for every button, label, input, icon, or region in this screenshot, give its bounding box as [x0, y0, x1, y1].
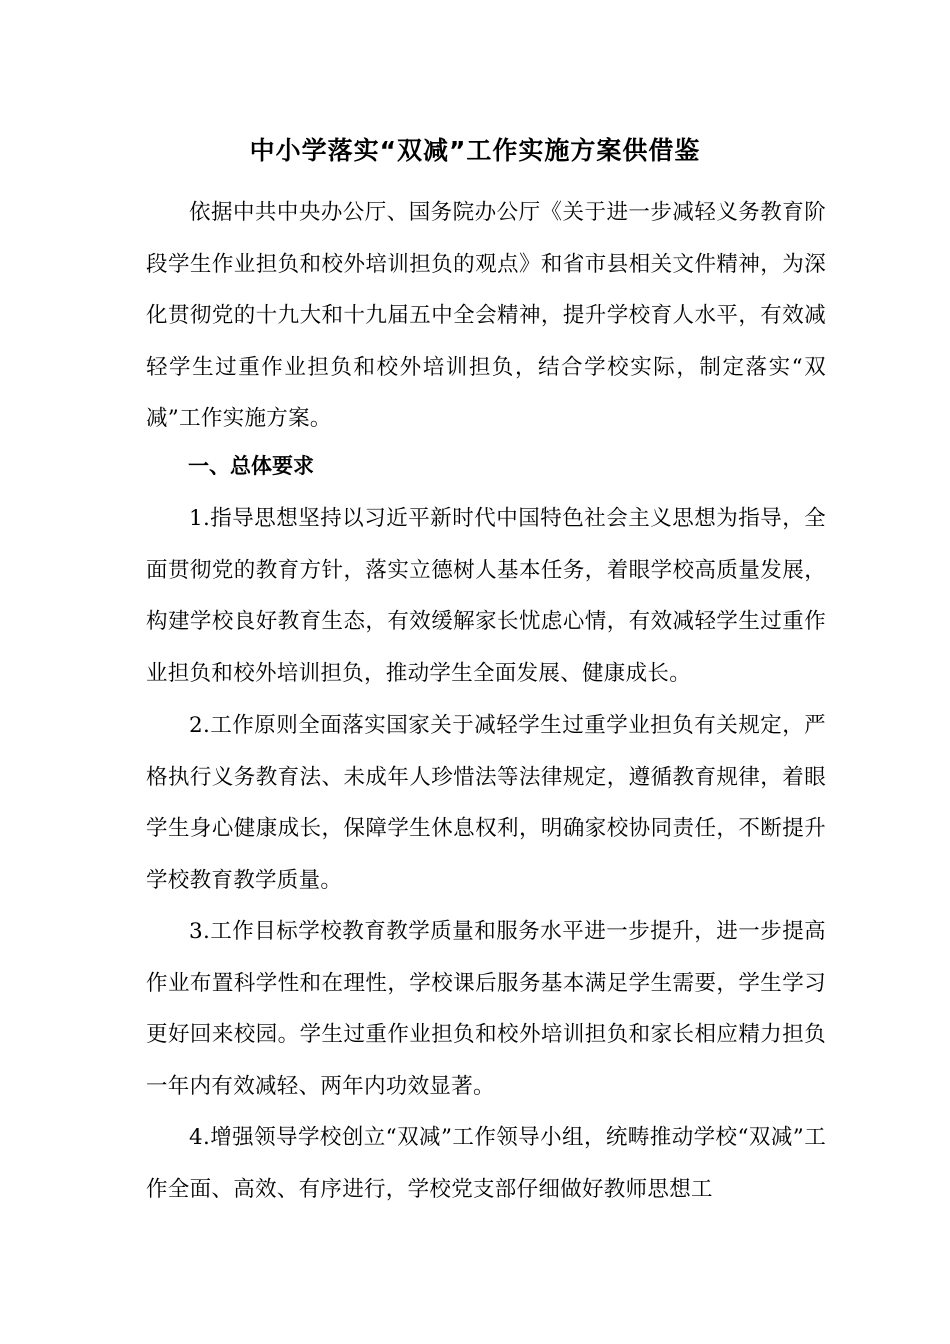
section-heading: 一、总体要求 [188, 454, 314, 478]
document-title: 中小学落实“双减”工作实施方案供借鉴 [249, 136, 701, 165]
paragraph-work-goals: 3.工作目标学校教育教学质量和服务水平进一步提升，进一步提高作业布置科学性和在理性，学校课后服务基本满足学生需要，学生学习更好回来校园。学生过重作业担负和校外培训担负和家长相应精力担负一年内有效减轻、两年内功效显著。 [146, 919, 826, 1099]
paragraph-work-principles: 2.工作原则全面落实国家关于减轻学生过重学业担负有关规定，严格执行义务教育法、未成年人珍惜法等法律规定，遵循教育规律，着眼学生身心健康成长，保障学生休息权利，明确家校协同责任，不断提升学校教育教学质量。 [146, 713, 826, 893]
paragraph-leadership: 4.增强领导学校创立“双减”工作领导小组，统畴推动学校“双减”工作全面、高效、有序进行，学校党支部仔细做好教师思想工 [146, 1125, 826, 1202]
intro-paragraph: 依据中共中央办公厅、国务院办公厅《关于进一步减轻义务教育阶段学生作业担负和校外培训担负的观点》和省市县相关文件精神，为深化贯彻党的十九大和十九届五中全会精神，提升学校育人水平，有效减轻学生过重作业担负和校外培训担负，结合学校实际，制定落实“双减”工作实施方案。 [146, 200, 826, 431]
paragraph-guiding-ideology: 1.指导思想坚持以习近平新时代中国特色社会主义思想为指导，全面贯彻党的教育方针，落实立德树人基本任务，着眼学校高质量发展，构建学校良好教育生态，有效缓解家长忧虑心情，有效减轻学生过重作业担负和校外培训担负，推动学生全面发展、健康成长。 [146, 506, 826, 686]
